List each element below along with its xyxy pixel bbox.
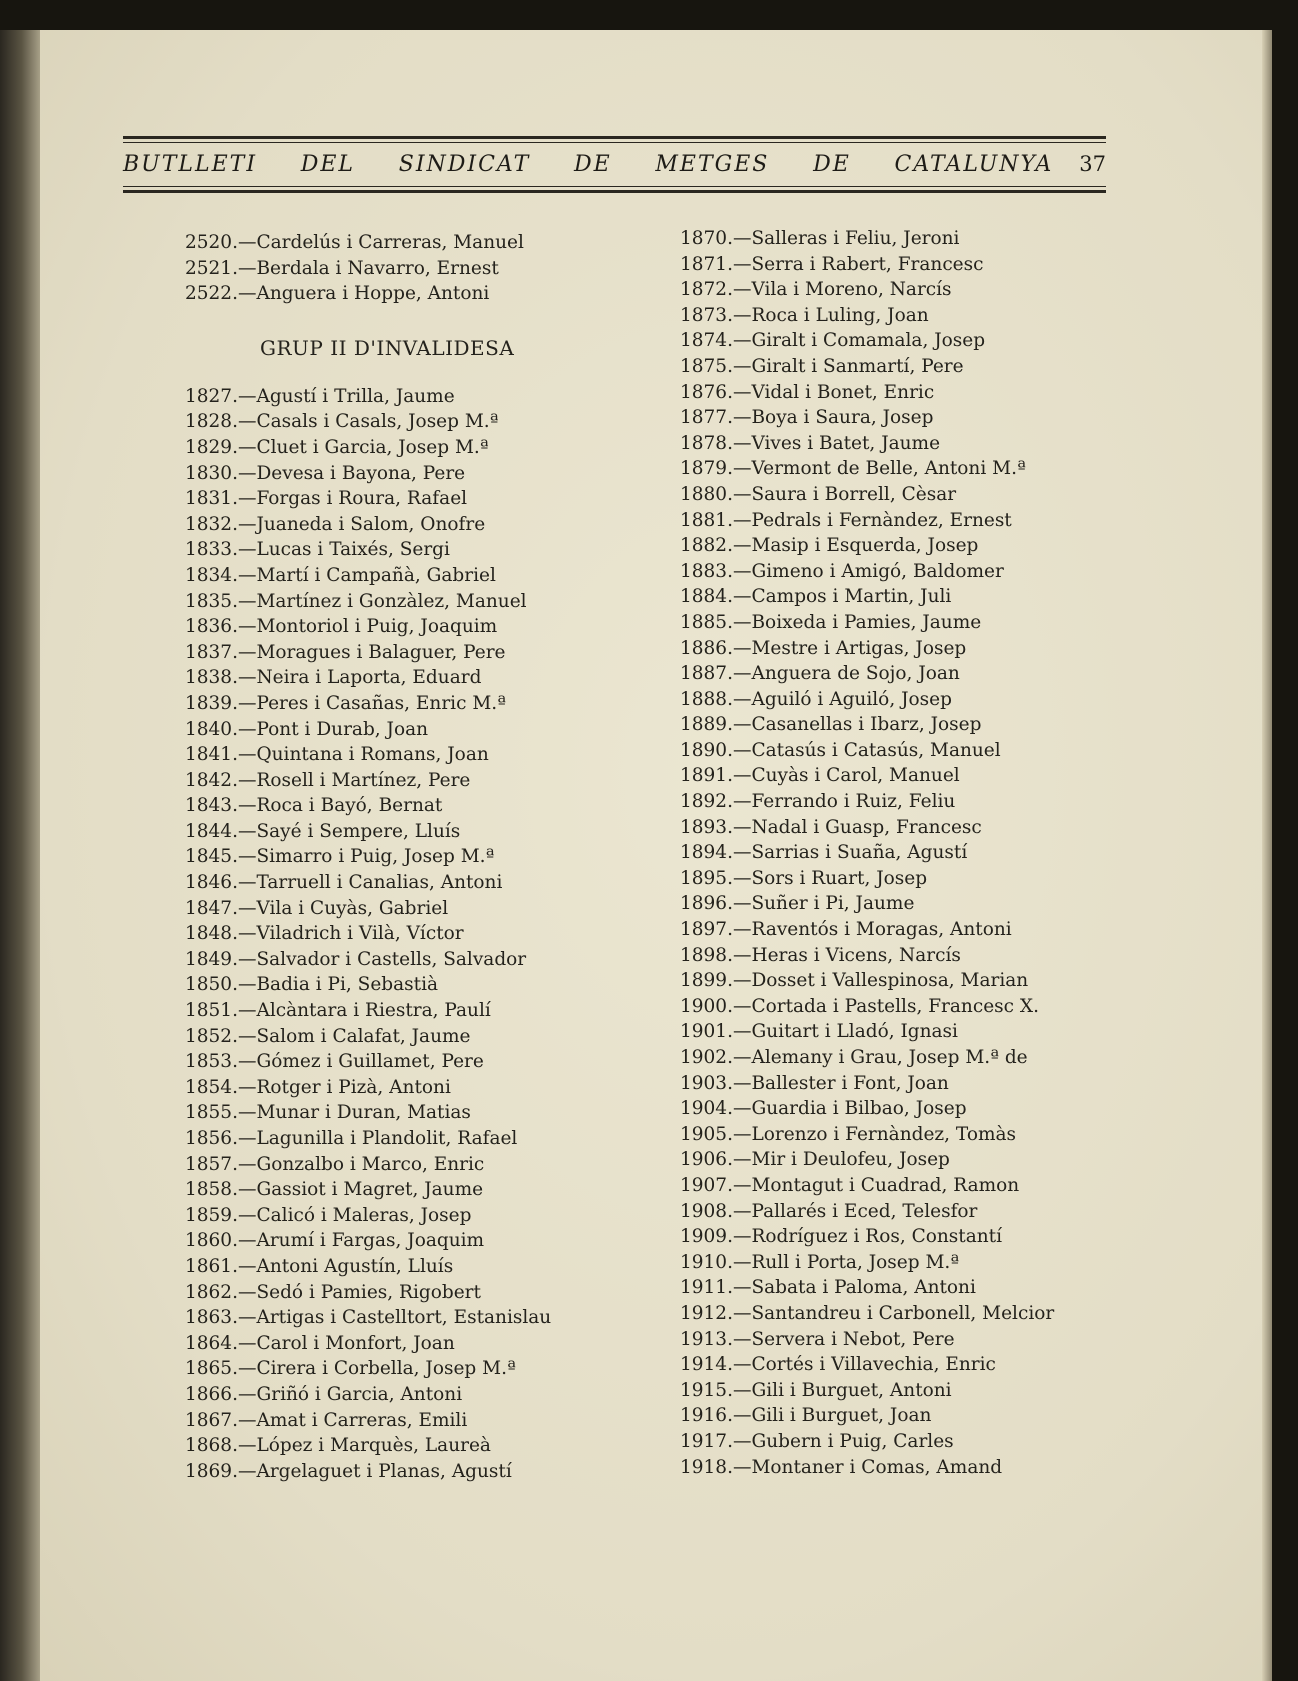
list-item: 1854.—Rotger i Pizà, Antoni [185,1076,451,1098]
list-item: 1910.—Rull i Porta, Josep M.ª [680,1251,960,1273]
list-item: 1837.—Moragues i Balaguer, Pere [185,641,506,663]
list-item: 1888.—Aguiló i Aguiló, Josep [680,688,952,710]
list-item: 1906.—Mir i Deulofeu, Josep [680,1149,950,1171]
list-item: 1841.—Quintana i Romans, Joan [185,744,489,766]
header-word: BUTLLETI [123,152,258,177]
list-item: 1890.—Catasús i Catasús, Manuel [680,739,1001,761]
list-item: 1876.—Vidal i Bonet, Enric [680,381,935,403]
list-item: 1842.—Rosell i Martínez, Pere [185,769,471,791]
list-item: 1867.—Amat i Carreras, Emili [185,1409,468,1431]
list-item: 1915.—Gili i Burguet, Antoni [680,1379,952,1401]
list-item: 1874.—Giralt i Comamala, Josep [680,330,986,352]
list-item: 1829.—Cluet i Garcia, Josep M.ª [185,436,489,458]
header-rule-top-thick [123,136,1106,139]
list-item: 1895.—Sors i Ruart, Josep [680,867,928,889]
list-item: 1830.—Devesa i Bayona, Pere [185,462,466,484]
list-item: 1879.—Vermont de Belle, Antoni M.ª [680,458,1026,480]
list-item: 1886.—Mestre i Artigas, Josep [680,637,967,659]
list-item: 1848.—Viladrich i Vilà, Víctor [185,923,464,945]
section-title: GRUP II D'INVALIDESA [260,335,515,360]
list-item: 1873.—Roca i Luling, Joan [680,304,929,326]
left-column [185,230,585,1484]
list-item: 1831.—Forgas i Roura, Rafael [185,488,468,510]
list-item: 1834.—Martí i Campañà, Gabriel [185,564,496,586]
list-item: 1909.—Rodríguez i Ros, Constantí [680,1226,1003,1248]
list-item: 1835.—Martínez i Gonzàlez, Manuel [185,590,527,612]
list-item: 1865.—Cirera i Corbella, Josep M.ª [185,1358,516,1380]
list-item: 1846.—Tarruell i Canalias, Antoni [185,872,503,894]
member-list [680,226,1100,1480]
list-item: 1844.—Sayé i Sempere, Lluís [185,820,461,842]
list-item: 1887.—Anguera de Sojo, Joan [680,663,960,685]
list-item: 1864.—Carol i Monfort, Joan [185,1332,455,1354]
list-item: 1912.—Santandreu i Carbonell, Melcior [680,1302,1055,1324]
list-item: 1878.—Vives i Batet, Jaume [680,432,941,454]
list-item: 1892.—Ferrando i Ruiz, Feliu [680,791,956,813]
header-word: DE [574,152,612,177]
list-item: 1840.—Pont i Durab, Joan [185,718,429,740]
list-item: 1856.—Lagunilla i Plandolit, Rafael [185,1128,518,1149]
list-item: 1897.—Raventós i Moragas, Antoni [680,919,1012,941]
list-item: 1860.—Arumí i Fargas, Joaquim [185,1230,485,1252]
list-item: 1845.—Simarro i Puig, Josep M.ª [185,846,495,868]
list-item: 1875.—Giralt i Sanmartí, Pere [680,355,964,377]
list-item: 1870.—Salleras i Feliu, Jeroni [680,228,960,249]
list-item: 1911.—Sabata i Paloma, Antoni [680,1277,976,1299]
list-item: 1862.—Sedó i Pamies, Rigobert [185,1281,481,1303]
list-item: 1900.—Cortada i Pastells, Francesc X. [680,995,1039,1017]
list-item: 1905.—Lorenzo i Fernàndez, Tomàs [680,1123,1017,1145]
list-item: 1907.—Montagut i Cuadrad, Ramon [680,1174,1020,1196]
list-item: 1843.—Roca i Bayó, Bernat [185,795,443,817]
list-item: 1891.—Cuyàs i Carol, Manuel [680,765,960,787]
list-item: 1828.—Casals i Casals, Josep M.ª [185,411,499,433]
list-item: 1881.—Pedrals i Fernàndez, Ernest [680,509,1012,531]
list-item: 1914.—Cortés i Villavechia, Enric [680,1354,996,1376]
page-edge [1262,30,1272,1681]
member-list [185,384,585,1485]
right-column [680,226,1100,1480]
list-item: 1882.—Masip i Esquerda, Josep [680,535,979,557]
list-item: 1836.—Montoriol i Puig, Joaquim [185,616,498,638]
list-item: 1902.—Alemany i Grau, Josep M.ª de [680,1047,1028,1068]
list-item: 1838.—Neira i Laporta, Eduard [185,667,482,689]
list-item: 1833.—Lucas i Taixés, Sergi [185,539,450,561]
header-rule-bottom-thick [123,190,1106,193]
list-item: 1904.—Guardia i Bilbao, Josep [680,1098,967,1120]
list-item: 1853.—Gómez i Guillamet, Pere [185,1051,484,1073]
page-number: 37 [1079,152,1106,176]
list-item: 1859.—Calicó i Maleras, Josep [185,1204,472,1226]
list-item: 1893.—Nadal i Guasp, Francesc [680,816,982,838]
list-item: 1869.—Argelaguet i Planas, Agustí [185,1460,512,1482]
list-item: 2522.—Anguera i Hoppe, Antoni [185,283,490,305]
list-item: 1863.—Artigas i Castelltort, Estanislau [185,1307,552,1329]
list-item: 1917.—Gubern i Puig, Carles [680,1430,954,1452]
journal-title [123,152,1079,177]
list-item: 2521.—Berdala i Navarro, Ernest [185,257,499,279]
list-item: 1839.—Peres i Casañas, Enric M.ª [185,692,506,714]
list-item: 1866.—Griñó i Garcia, Antoni [185,1383,463,1405]
list-item: 1899.—Dosset i Vallespinosa, Marian [680,970,1029,992]
header-rule-top-thin [123,142,1106,143]
list-item: 1898.—Heras i Vicens, Narcís [680,944,961,966]
list-item: 1916.—Gili i Burguet, Joan [680,1405,932,1427]
list-item: 1896.—Suñer i Pi, Jaume [680,893,915,915]
list-item: 1903.—Ballester i Font, Joan [680,1072,949,1094]
header-word: SINDICAT [398,152,531,177]
header-word: DEL [300,152,356,177]
list-item: 1877.—Boya i Saura, Josep [680,407,934,429]
list-item: 1889.—Casanellas i Ibarz, Josep [680,714,982,736]
header-rule-bottom-thin [123,186,1106,187]
list-item: 1858.—Gassiot i Magret, Jaume [185,1179,484,1201]
list-item: 1901.—Guitart i Lladó, Ignasi [680,1021,958,1043]
list-item: 1850.—Badia i Pi, Sebastià [185,974,439,996]
header-word: METGES [655,152,770,177]
list-item: 2520.—Cardelús i Carreras, Manuel [185,232,524,253]
list-item: 1913.—Servera i Nebot, Pere [680,1328,955,1350]
header-word: CATALUNYA [894,152,1054,177]
list-item: 1880.—Saura i Borrell, Cèsar [680,483,957,505]
list-item: 1894.—Sarrias i Suaña, Agustí [680,842,968,864]
list-item: 1883.—Gimeno i Amigó, Baldomer [680,560,1004,582]
list-item: 1872.—Vila i Moreno, Narcís [680,279,952,301]
list-item: 1861.—Antoni Agustín, Lluís [185,1255,454,1277]
list-item: 1849.—Salvador i Castells, Salvador [185,948,527,970]
list-item: 1885.—Boixeda i Pamies, Jaume [680,611,982,633]
top-entries-list [185,230,585,307]
list-item: 1832.—Juaneda i Salom, Onofre [185,513,486,535]
running-header [123,152,1106,182]
list-item: 1908.—Pallarés i Eced, Telesfor [680,1200,978,1222]
list-item: 1847.—Vila i Cuyàs, Gabriel [185,897,449,919]
list-item: 1855.—Munar i Duran, Matias [185,1102,471,1124]
list-item: 1884.—Campos i Martin, Juli [680,586,952,608]
header-word: DE [813,152,851,177]
list-item: 1871.—Serra i Rabert, Francesc [680,253,984,275]
list-item: 1827.—Agustí i Trilla, Jaume [185,385,455,407]
list-item: 1857.—Gonzalbo i Marco, Enric [185,1153,485,1175]
list-item: 1852.—Salom i Calafat, Jaume [185,1025,471,1047]
list-item: 1918.—Montaner i Comas, Amand [680,1456,1003,1478]
list-item: 1868.—López i Marquès, Laureà [185,1435,491,1457]
list-item: 1851.—Alcàntara i Riestra, Paulí [185,1000,491,1022]
